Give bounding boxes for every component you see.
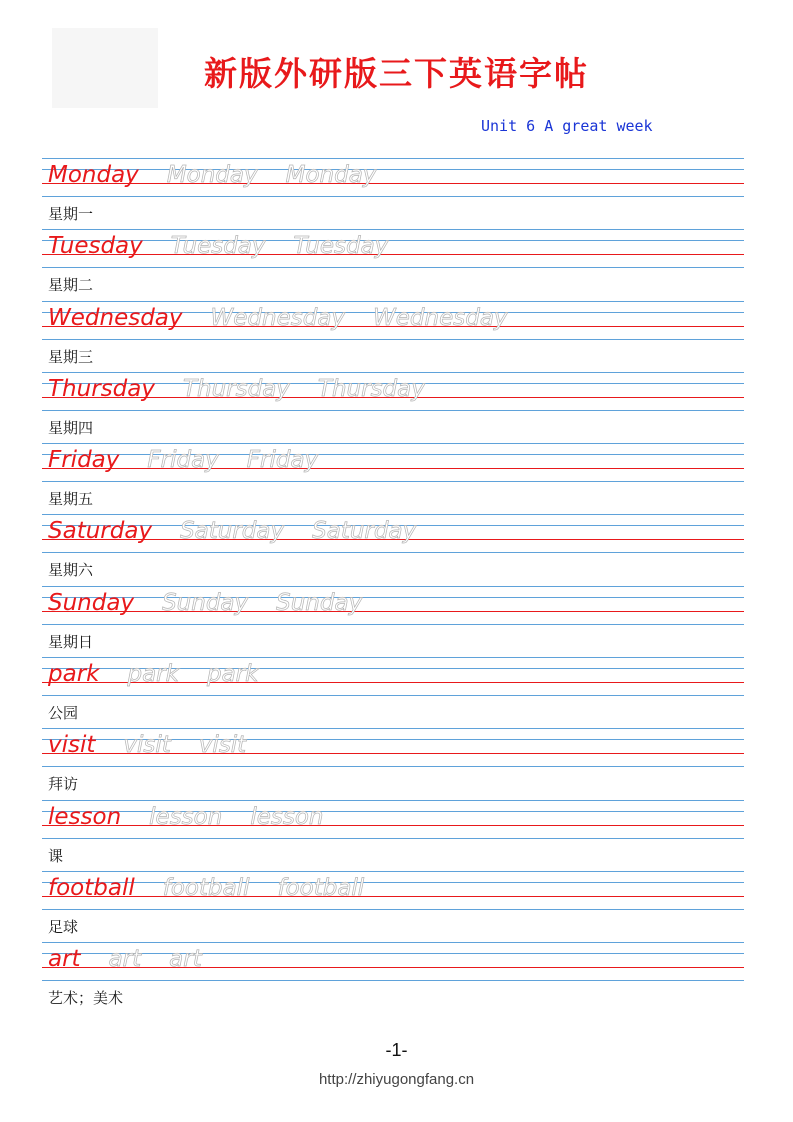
guide-line: [42, 695, 744, 696]
trace-word: Sunday: [276, 589, 363, 616]
model-word: Thursday: [48, 375, 155, 402]
guide-line: [42, 909, 744, 910]
word-line: [48, 944, 202, 974]
copybook-row: [42, 301, 744, 372]
trace-word: Monday: [166, 162, 258, 188]
word-line: [48, 303, 508, 333]
guide-line: [42, 980, 744, 981]
guide-line: [42, 481, 744, 482]
model-word: Saturday: [48, 518, 153, 545]
word-meaning: 星期一: [48, 205, 94, 223]
word-line: [48, 802, 323, 832]
model-word: lesson: [48, 803, 122, 830]
word-meaning: 星期三: [48, 347, 94, 366]
copybook-row: [42, 657, 744, 728]
word-line: [48, 730, 246, 760]
copybook-row: [42, 158, 744, 229]
word-meaning: 星期四: [48, 418, 94, 437]
guide-line: [42, 267, 744, 268]
page-number: -1-: [385, 1040, 408, 1060]
word-meaning: 星期二: [48, 276, 94, 295]
guide-line: [42, 552, 744, 553]
word-line: [48, 445, 318, 475]
trace-word: lesson: [149, 803, 223, 830]
trace-word: Saturday: [180, 518, 285, 545]
word-line: [48, 873, 364, 903]
guide-line: [42, 443, 744, 444]
trace-word: Tuesday: [170, 233, 266, 260]
model-word: visit: [48, 732, 96, 759]
copybook-row: [42, 443, 744, 514]
word-meaning: 公园: [48, 704, 79, 723]
trace-word: art: [108, 946, 142, 973]
page-title: 新版外研版三下英语字帖: [204, 54, 589, 93]
model-word: football: [48, 874, 135, 901]
trace-word: Sunday: [162, 589, 249, 616]
word-line: [48, 588, 362, 618]
trace-word: football: [277, 874, 365, 901]
word-meaning: 课: [48, 846, 64, 865]
copybook-sheet: [42, 158, 744, 1014]
model-word: art: [48, 946, 81, 973]
trace-word: Thursday: [317, 375, 425, 402]
copybook-row: [42, 800, 744, 871]
trace-word: park: [127, 661, 179, 688]
trace-word: art: [169, 946, 202, 973]
guide-line: [42, 728, 744, 729]
copybook-row: [42, 586, 744, 657]
trace-word: Saturday: [312, 518, 417, 545]
model-word: Wednesday: [48, 304, 183, 331]
guide-line: [42, 372, 744, 373]
footer-url: http://zhiyugongfang.cn: [318, 1071, 475, 1088]
guide-line: [42, 229, 744, 230]
copybook-row: [42, 514, 744, 585]
guide-line: [42, 586, 744, 587]
guide-line: [42, 766, 744, 767]
model-word: Monday: [48, 162, 139, 188]
trace-word: visit: [198, 732, 247, 759]
word-meaning: 星期六: [48, 561, 94, 580]
guide-line: [42, 196, 744, 197]
word-meaning: 艺术；美术: [48, 989, 124, 1008]
model-word: park: [48, 661, 100, 688]
guide-line: [42, 410, 744, 411]
guide-line: [42, 624, 744, 625]
word-meaning: 足球: [48, 917, 79, 936]
trace-word: lesson: [250, 803, 324, 830]
word-line: [48, 160, 376, 190]
word-meaning: 拜访: [48, 775, 79, 794]
model-word: Sunday: [48, 589, 135, 616]
guide-line: [42, 871, 744, 872]
copybook-row: [42, 871, 744, 942]
trace-word: football: [162, 874, 250, 901]
trace-word: Friday: [246, 447, 319, 474]
guide-line: [42, 838, 744, 839]
trace-word: Wednesday: [373, 304, 508, 331]
guide-line: [42, 800, 744, 801]
copybook-row: [42, 229, 744, 300]
trace-word: Tuesday: [293, 233, 389, 260]
guide-line: [42, 514, 744, 515]
word-line: [48, 231, 388, 261]
trace-word: Thursday: [182, 375, 290, 402]
guide-line: [42, 158, 744, 159]
copybook-row: [42, 372, 744, 443]
unit-heading: Unit 6 A great week: [481, 117, 653, 135]
trace-word: Wednesday: [210, 304, 346, 331]
guide-line: [42, 942, 744, 943]
guide-line: [42, 301, 744, 302]
trace-word: park: [206, 661, 259, 688]
guide-line: [42, 657, 744, 658]
word-line: [48, 374, 425, 404]
trace-word: Friday: [147, 447, 219, 474]
word-line: [48, 659, 258, 689]
word-meaning: 星期日: [48, 632, 94, 651]
word-meaning: 星期五: [48, 490, 94, 509]
trace-word: visit: [123, 732, 171, 759]
word-line: [48, 516, 416, 546]
trace-word: Monday: [285, 162, 377, 188]
model-word: Friday: [48, 447, 120, 474]
copybook-row: [42, 942, 744, 1013]
model-word: Tuesday: [48, 233, 143, 260]
guide-line: [42, 339, 744, 340]
copybook-row: [42, 728, 744, 799]
